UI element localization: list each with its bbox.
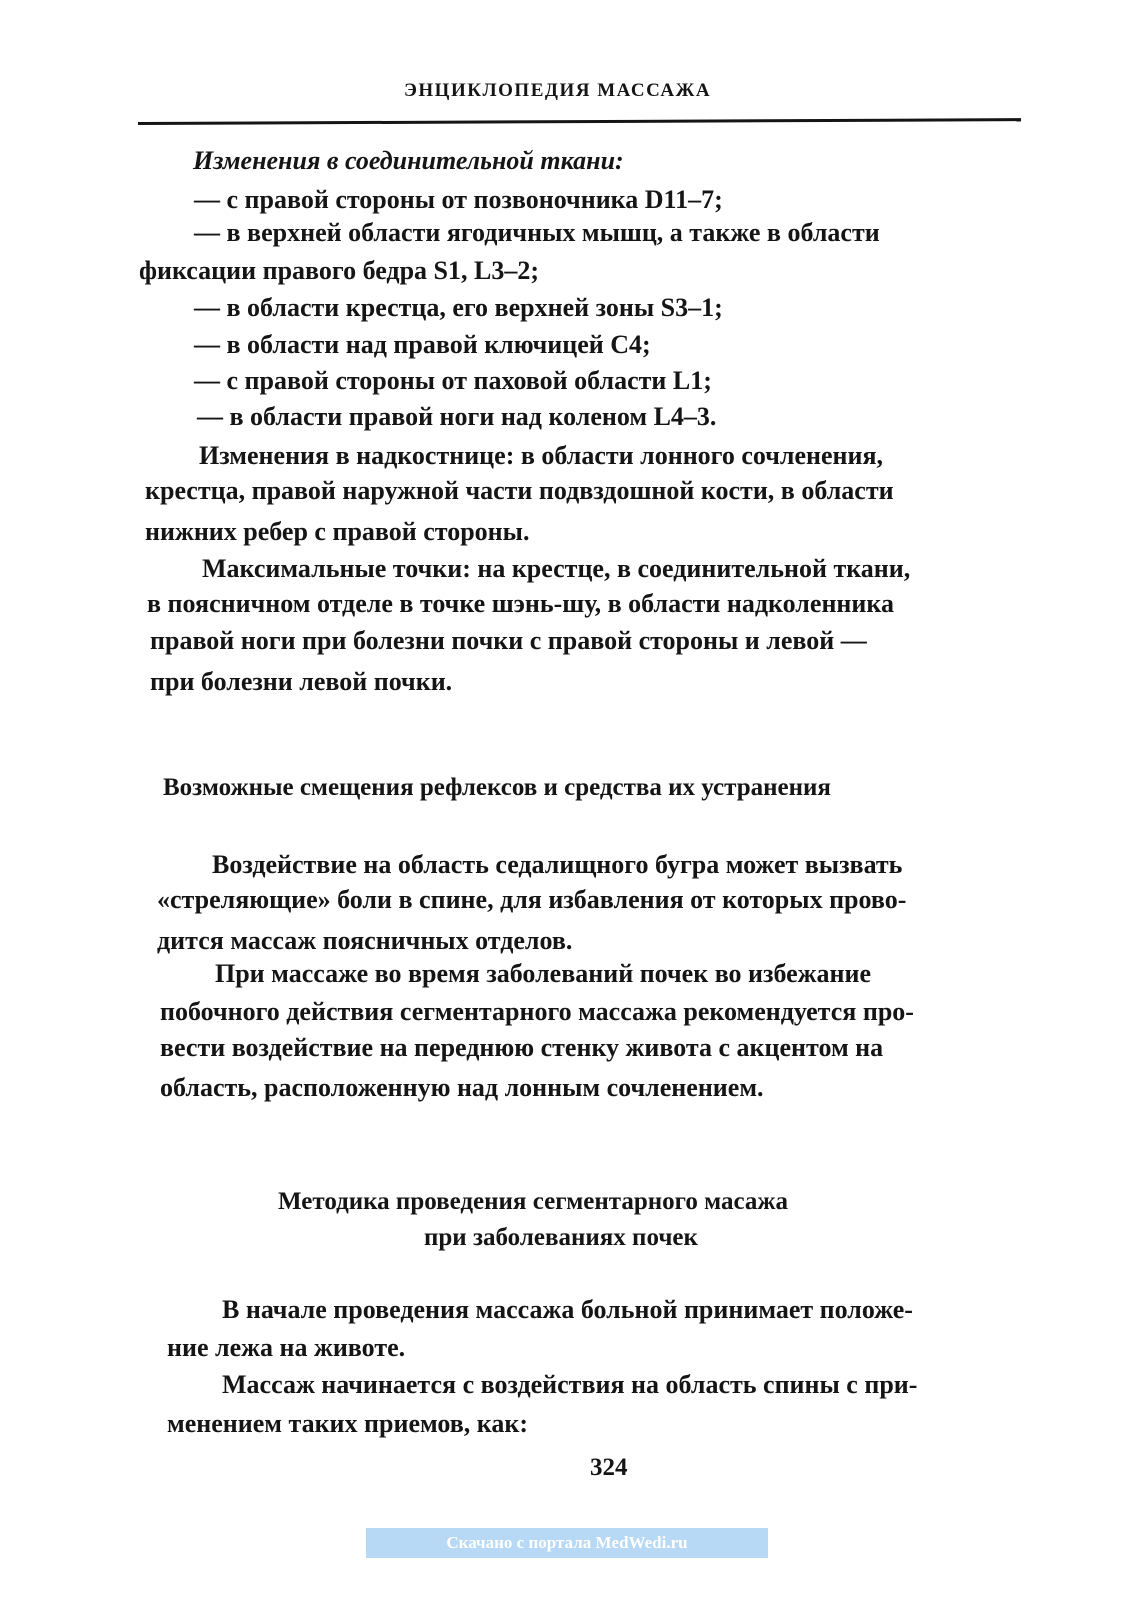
text-line: вести воздействие на переднюю стенку живота с акцентом на [160,1033,884,1062]
page-number: 324 [590,1454,628,1481]
text-line: — в области крестца, его верхней зоны S3–1; [194,293,723,322]
text-line: Массаж начинается с воздействия на область спины с при- [222,1370,918,1399]
section-heading: при заболеваниях почек [424,1224,698,1251]
text-line: — с правой стороны от позвоночника D11–7; [194,185,723,214]
section-subtitle: Изменения в соединительной ткани: [193,146,624,175]
text-line: — с правой стороны от паховой области L1; [194,366,712,395]
download-watermark: Скачано с портала MedWedi.ru [366,1528,768,1558]
text-line: При массаже во время заболеваний почек во избежание [215,959,872,988]
text-line: Воздействие на область седалищного бугра может вызвать [212,850,903,879]
text-line: крестца, правой наружной части подвздошной кости, в области [145,476,894,505]
text-line: правой ноги при болезни почки с правой стороны и левой — [150,626,867,655]
text-line: Изменения в надкостнице: в области лонного сочленения, [199,441,884,470]
text-line: нижних ребер с правой стороны. [145,517,530,546]
text-line: менением таких приемов, как: [167,1409,528,1438]
text-line: фиксации правого бедра S1, L3–2; [139,256,539,285]
text-line: побочного действия сегментарного массажа рекомендуется про- [160,997,914,1026]
text-line: ние лежа на животе. [167,1333,406,1362]
text-line: — в области правой ноги над коленом L4–3. [197,402,717,431]
text-line: «стреляющие» боли в спине, для избавления от которых прово- [157,885,907,914]
text-line: при болезни левой почки. [150,667,453,696]
section-heading: Методика проведения сегментарного масажа [278,1188,789,1215]
running-header: ЭНЦИКЛОПЕДИЯ МАССАЖА [404,80,712,101]
text-line: дится массаж поясничных отделов. [157,926,573,955]
text-line: — в верхней области ягодичных мышц, а также в области [194,218,880,247]
text-line: В начале проведения массажа больной принимает положе- [222,1295,913,1324]
header-rule [138,118,1021,125]
text-line: Максимальные точки: на крестце, в соединительной ткани, [202,554,911,583]
text-line: область, расположенную над лонным сочленением. [160,1073,764,1102]
text-line: в поясничном отделе в точке шэнь-шу, в области надколенника [147,589,894,618]
text-line: — в области над правой ключицей C4; [194,330,651,359]
section-heading: Возможные смещения рефлексов и средства их устранения [163,774,831,801]
